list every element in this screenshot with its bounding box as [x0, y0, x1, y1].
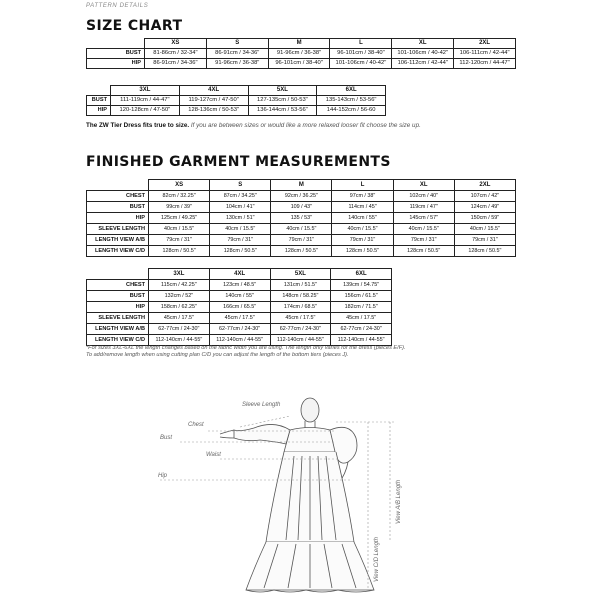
- row-label: CHEST: [87, 191, 149, 202]
- size-header: M: [268, 39, 330, 49]
- table-cell: 45cm / 17.5": [331, 313, 392, 324]
- table-cell: 86-91cm / 34-36": [145, 59, 207, 69]
- size-header: L: [332, 180, 393, 191]
- size-header: M: [271, 180, 332, 191]
- table-cell: 131cm / 51.5": [270, 280, 331, 291]
- row-label: HIP: [87, 302, 149, 313]
- table-cell: 140cm / 55": [209, 291, 270, 302]
- table-cell: 127-135cm / 50-53": [248, 96, 317, 106]
- table-row: [87, 313, 392, 324]
- table-cell: 144-152cm / 56-60: [317, 106, 386, 116]
- size-header: 2XL: [454, 180, 515, 191]
- table-cell: 140cm / 55": [332, 213, 393, 224]
- table-cell: 62-77cm / 24-30": [331, 324, 392, 335]
- table-cell: 101-106cm / 40-42": [392, 49, 454, 59]
- footnote-line-1: *For sizes 3XL-6XL the length changes based on the fabric width you are using. The length only varies for the dress (pieces E/F).: [86, 345, 406, 351]
- size-header: 4XL: [209, 269, 270, 280]
- table-row: [87, 235, 516, 246]
- table-header-row: [87, 180, 516, 191]
- size-header: 6XL: [331, 269, 392, 280]
- table-cell: 128cm / 50.5": [393, 246, 454, 257]
- table-cell: 97cm / 38": [332, 191, 393, 202]
- table-cell: 130cm / 51": [210, 213, 271, 224]
- table-cell: 135 / 53": [271, 213, 332, 224]
- table-row: [87, 191, 516, 202]
- row-label: BUST: [87, 49, 145, 59]
- table-cell: 150cm / 59": [454, 213, 515, 224]
- table-cell: 40cm / 15.5": [271, 224, 332, 235]
- table-row: [87, 291, 392, 302]
- table-corner: [87, 39, 145, 49]
- table-header-row: [87, 86, 386, 96]
- table-cell: 112-120cm / 44-47": [454, 59, 516, 69]
- table-row: [87, 324, 392, 335]
- table-cell: 120-128cm / 47-50": [111, 106, 180, 116]
- table-header-row: [87, 269, 392, 280]
- table-cell: 109 / 43": [271, 202, 332, 213]
- table-cell: 62-77cm / 24-30": [209, 324, 270, 335]
- table-cell: 92cm / 36.25": [271, 191, 332, 202]
- table-cell: 145cm / 57": [393, 213, 454, 224]
- hip-label: Hip: [158, 473, 168, 479]
- size-header: 3XL: [111, 86, 180, 96]
- table-cell: 125cm / 49.25": [149, 213, 210, 224]
- table-cell: 132cm / 52": [149, 291, 210, 302]
- row-label: SLEEVE LENGTH: [87, 224, 149, 235]
- table-cell: 128cm / 50.5": [210, 246, 271, 257]
- table-cell: 40cm / 15.5": [454, 224, 515, 235]
- table-cell: 91-96cm / 36-38": [206, 59, 268, 69]
- table-row: [87, 213, 516, 224]
- footnote-line-2: To add/remove length when using cutting plan C/D you can adjust the length of the bottom tiers (pieces J).: [86, 352, 349, 358]
- fit-note-bold: The ZW Tier Dress fits true to size.: [86, 122, 190, 129]
- table-cell: 112-140cm / 44-55": [331, 335, 392, 346]
- table-row: [87, 335, 392, 346]
- table-cell: 135-143cm / 53-56": [317, 96, 386, 106]
- size-chart-table-1: [86, 38, 516, 69]
- table-cell: 119cm / 47": [393, 202, 454, 213]
- table-cell: 106-111cm / 42-44": [454, 49, 516, 59]
- table-cell: 128cm / 50.5": [271, 246, 332, 257]
- size-header: L: [330, 39, 392, 49]
- table-row: [87, 49, 516, 59]
- table-cell: 62-77cm / 24-30": [270, 324, 331, 335]
- dress-figure: [220, 398, 374, 592]
- table-cell: 40cm / 15.5": [393, 224, 454, 235]
- sleeve-length-label: Sleeve Length: [242, 402, 281, 408]
- table-cell: 45cm / 17.5": [270, 313, 331, 324]
- table-cell: 128cm / 50.5": [454, 246, 515, 257]
- table-cell: 174cm / 68.5": [270, 302, 331, 313]
- table-corner: [87, 269, 149, 280]
- table-cell: 45cm / 17.5": [149, 313, 210, 324]
- table-row: [87, 280, 392, 291]
- table-cell: 82cm / 32.25": [149, 191, 210, 202]
- size-header: 5XL: [248, 86, 317, 96]
- table-cell: 158cm / 62.25": [149, 302, 210, 313]
- view-cd-length-label: View C/D Length: [374, 537, 380, 582]
- finished-measurements-title: FINISHED GARMENT MEASUREMENTS: [86, 154, 391, 170]
- row-label: CHEST: [87, 280, 149, 291]
- table-cell: 40cm / 15.5": [149, 224, 210, 235]
- table-cell: 79cm / 31": [332, 235, 393, 246]
- table-cell: 79cm / 31": [393, 235, 454, 246]
- row-label: LENGTH VIEW C/D: [87, 246, 149, 257]
- table-cell: 128-136cm / 50-53": [179, 106, 248, 116]
- table-cell: 182cm / 71.5": [331, 302, 392, 313]
- size-header: 5XL: [270, 269, 331, 280]
- table-cell: 99cm / 39": [149, 202, 210, 213]
- table-cell: 40cm / 15.5": [332, 224, 393, 235]
- table-cell: 101-106cm / 40-42": [330, 59, 392, 69]
- table-row: [87, 106, 386, 116]
- table-header-row: [87, 39, 516, 49]
- size-header: 6XL: [317, 86, 386, 96]
- finished-table-1: [86, 179, 516, 257]
- size-header: S: [206, 39, 268, 49]
- size-chart-table-2: [86, 85, 386, 116]
- table-cell: 86-91cm / 34-36": [206, 49, 268, 59]
- table-row: [87, 202, 516, 213]
- chest-label: Chest: [188, 422, 204, 428]
- row-label: SLEEVE LENGTH: [87, 313, 149, 324]
- table-cell: 96-101cm / 38-40": [330, 49, 392, 59]
- dress-illustration: [150, 392, 430, 597]
- size-header: S: [210, 180, 271, 191]
- table-row: [87, 302, 392, 313]
- table-cell: 112-140cm / 44-55": [209, 335, 270, 346]
- view-ab-length-label: View A/B Length: [396, 479, 402, 524]
- table-corner: [87, 86, 111, 96]
- table-cell: 79cm / 31": [149, 235, 210, 246]
- fit-note-text: If you are between sizes or would like a more relaxed looser fit choose the size up.: [189, 122, 421, 129]
- size-header: XL: [393, 180, 454, 191]
- row-label: HIP: [87, 59, 145, 69]
- footnote: [86, 345, 526, 359]
- table-cell: 79cm / 31": [271, 235, 332, 246]
- table-cell: 128cm / 50.5": [332, 246, 393, 257]
- table-cell: 40cm / 15.5": [210, 224, 271, 235]
- table-cell: 124cm / 49": [454, 202, 515, 213]
- table-cell: 112-140cm / 44-55": [270, 335, 331, 346]
- table-cell: 112-140cm / 44-55": [149, 335, 210, 346]
- table-cell: 111-119cm / 44-47": [111, 96, 180, 106]
- bust-label: Bust: [160, 435, 173, 441]
- table-cell: 128cm / 50.5": [149, 246, 210, 257]
- row-label: LENGTH VIEW A/B: [87, 235, 149, 246]
- table-row: [87, 246, 516, 257]
- row-label: LENGTH VIEW C/D: [87, 335, 149, 346]
- row-label: LENGTH VIEW A/B: [87, 324, 149, 335]
- table-corner: [87, 180, 149, 191]
- table-cell: 136-144cm / 53-56": [248, 106, 317, 116]
- size-header: XS: [149, 180, 210, 191]
- row-label: HIP: [87, 213, 149, 224]
- size-header: 4XL: [179, 86, 248, 96]
- table-cell: 123cm / 48.5": [209, 280, 270, 291]
- size-header: XS: [145, 39, 207, 49]
- size-chart-title: SIZE CHART: [86, 18, 183, 34]
- row-label: BUST: [87, 96, 111, 106]
- table-cell: 104cm / 41": [210, 202, 271, 213]
- table-cell: 115cm / 42.25": [149, 280, 210, 291]
- page-header-label: PATTERN DETAILS: [86, 3, 149, 9]
- size-header: 3XL: [149, 269, 210, 280]
- table-row: [87, 59, 516, 69]
- table-cell: 45cm / 17.5": [209, 313, 270, 324]
- finished-table-2: [86, 268, 392, 346]
- table-cell: 119-127cm / 47-50": [179, 96, 248, 106]
- table-cell: 91-96cm / 36-38": [268, 49, 330, 59]
- table-cell: 114cm / 45": [332, 202, 393, 213]
- table-cell: 62-77cm / 24-30": [149, 324, 210, 335]
- table-cell: 81-86cm / 32-34": [145, 49, 207, 59]
- table-cell: 139cm / 54.75": [331, 280, 392, 291]
- table-cell: 156cm / 61.5": [331, 291, 392, 302]
- table-cell: 79cm / 31": [454, 235, 515, 246]
- table-cell: 79cm / 31": [210, 235, 271, 246]
- table-cell: 106-112cm / 42-44": [392, 59, 454, 69]
- row-label: BUST: [87, 291, 149, 302]
- waist-label: Waist: [206, 452, 221, 458]
- table-cell: 87cm / 34.25": [210, 191, 271, 202]
- row-label: BUST: [87, 202, 149, 213]
- row-label: HIP: [87, 106, 111, 116]
- table-cell: 166cm / 65.5": [209, 302, 270, 313]
- size-header: XL: [392, 39, 454, 49]
- table-cell: 148cm / 58.25": [270, 291, 331, 302]
- size-header: 2XL: [454, 39, 516, 49]
- table-cell: 107cm / 42": [454, 191, 515, 202]
- table-cell: 96-101cm / 38-40": [268, 59, 330, 69]
- table-row: [87, 224, 516, 235]
- fit-note: [86, 122, 421, 129]
- table-cell: 102cm / 40": [393, 191, 454, 202]
- table-row: [87, 96, 386, 106]
